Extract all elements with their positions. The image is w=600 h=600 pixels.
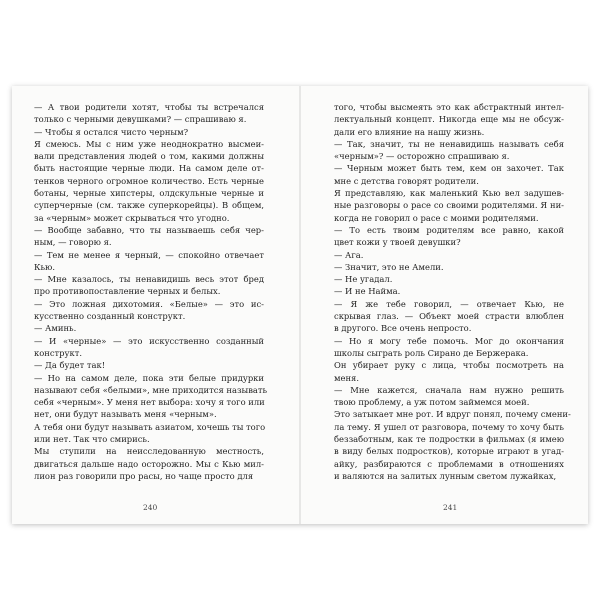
text-line: конструкт. bbox=[34, 347, 83, 358]
text-line: называют себя «белыми», мне приходится называть bbox=[34, 384, 268, 395]
left-page-text bbox=[34, 101, 268, 482]
text-line: лион раз говорили про расы, но чаще просто для bbox=[34, 470, 254, 481]
text-line: ла тему. Я ушел от разговора, почему то хочу быть bbox=[334, 421, 564, 432]
text-line: — Но на самом деле, пока эти белые придурки bbox=[34, 372, 264, 383]
text-line: кусственно созданный конструкт. bbox=[34, 311, 186, 322]
text-line: Я смеюсь. Мы с ним уже неоднократно высмеи- bbox=[34, 138, 264, 149]
text-line: ботаны, черные хипстеры, олдскульные черные и bbox=[34, 188, 264, 199]
text-line: школы сыграть роль Сирано де Бержерака. bbox=[334, 347, 529, 358]
text-line: — Вообще забавно, что ты называешь себя чер- bbox=[34, 224, 264, 235]
text-line: мне с детства говорят родители. bbox=[334, 175, 479, 186]
text-line: — Это ложная дихотомия. «Белые» — это ис- bbox=[34, 298, 264, 309]
text-line: в другого. Все очень непросто. bbox=[334, 323, 472, 334]
text-line: А тебя они будут называть азиатом, хочешь ты того bbox=[34, 421, 266, 432]
text-line: нет, они будут называть меня «черным». bbox=[34, 409, 217, 420]
left-page-number: 240 bbox=[143, 503, 158, 512]
text-line: беззаботным, как те подростки в фильмах (я имею bbox=[334, 434, 564, 445]
text-line: за «черным» может скрываться что угодно. bbox=[34, 212, 230, 223]
text-line: ные разговоры о расе со своими родителями. Я ни- bbox=[334, 200, 564, 211]
text-line: и валяются на залитых лунным светом лужайках, bbox=[334, 470, 557, 481]
text-line: — Тем не менее я черный, — спокойно отвечает bbox=[34, 249, 264, 260]
text-line: — Но я могу тебе помочь. Мог до окончания bbox=[334, 335, 564, 346]
text-line: только с черными девушками? — спрашиваю я. bbox=[34, 114, 247, 125]
text-line: — Не угадал. bbox=[334, 274, 393, 285]
text-line: — Мне казалось, ты ненавидишь весь этот бред bbox=[34, 274, 264, 285]
text-line: тенков черного огромное количество. Есть черные bbox=[34, 175, 264, 186]
text-line: — А твои родители хотят, чтобы ты встречался bbox=[34, 102, 264, 112]
text-line: суперчерные (см. также суперкорейцы). В общем, bbox=[34, 200, 264, 211]
text-line: — И «черные» — это искусственно созданный bbox=[34, 335, 264, 346]
text-line: цвет кожи у твоей девушки? bbox=[334, 237, 461, 248]
book-spread bbox=[12, 86, 588, 524]
text-line: «черным»? — осторожно спрашиваю я. bbox=[334, 151, 510, 162]
text-line: лектуальный концепт. Никогда еще мы не обсуж- bbox=[334, 114, 564, 125]
text-line: Он убирает руку с лица, чтобы посмотреть на bbox=[334, 360, 564, 371]
text-line: Я представляю, как маленький Кью вел задушев- bbox=[334, 188, 564, 199]
text-line: про противопоставление черных и белых. bbox=[34, 286, 221, 297]
text-line: — Так, значит, ты не ненавидишь называть себя bbox=[334, 138, 564, 149]
text-line: двигаться дальше надо осторожно. Мы с Кью мил- bbox=[34, 458, 264, 469]
text-line: — Да будет так! bbox=[34, 360, 106, 371]
text-line: — То есть твоим родителям все равно, какой bbox=[334, 224, 564, 235]
text-line: Мы ступили на неисследованную местность, bbox=[34, 446, 264, 457]
text-line: — Мне кажется, сначала нам нужно решить bbox=[334, 384, 564, 395]
text-line: себя «черным». У меня нет выбора: хочу я того или bbox=[34, 397, 265, 408]
text-line: в виду белых подростков), которые играют в угад- bbox=[334, 446, 564, 457]
text-line: когда не говорил о расе с моими родителями. bbox=[334, 212, 539, 223]
text-line: дали его влияние на нашу жизнь. bbox=[334, 126, 485, 137]
text-line: быть настоящие черные люди. На самом деле от- bbox=[34, 163, 264, 174]
text-line: или нет. Так что смирись. bbox=[34, 434, 150, 445]
text-line: того, чтобы высмеять это как абстрактный интел- bbox=[334, 102, 564, 112]
text-line: — Значит, это не Амели. bbox=[334, 261, 444, 272]
text-line: — Черным может быть тем, кем он захочет. Так bbox=[334, 163, 564, 174]
text-line: айку, разбираются с проблемами в отношениях bbox=[334, 458, 564, 469]
text-line: твою проблему, а уж потом займемся моей. bbox=[334, 397, 530, 408]
text-line: — Чтобы я остался чисто черным? bbox=[34, 126, 189, 137]
text-line: — Ага. bbox=[334, 249, 364, 260]
text-line: вали представления людей о том, какими должны bbox=[34, 151, 264, 162]
text-line: меня. bbox=[334, 372, 359, 383]
text-line: Кью. bbox=[34, 261, 55, 272]
text-line: Это затыкает мне рот. И вдруг понял, почему смени- bbox=[334, 409, 571, 420]
text-line: — Я же тебе говорил, — отвечает Кью, не bbox=[334, 298, 564, 309]
right-page-text bbox=[334, 101, 571, 482]
text-line: — Аминь. bbox=[34, 323, 77, 334]
text-line: скрывая глаз. — Объект моей страсти влюблен bbox=[334, 311, 564, 322]
text-line: — И не Найма. bbox=[334, 286, 401, 297]
right-page-number: 241 bbox=[443, 503, 458, 512]
text-line: ным, — говорю я. bbox=[34, 237, 112, 248]
page-fold bbox=[299, 86, 301, 524]
